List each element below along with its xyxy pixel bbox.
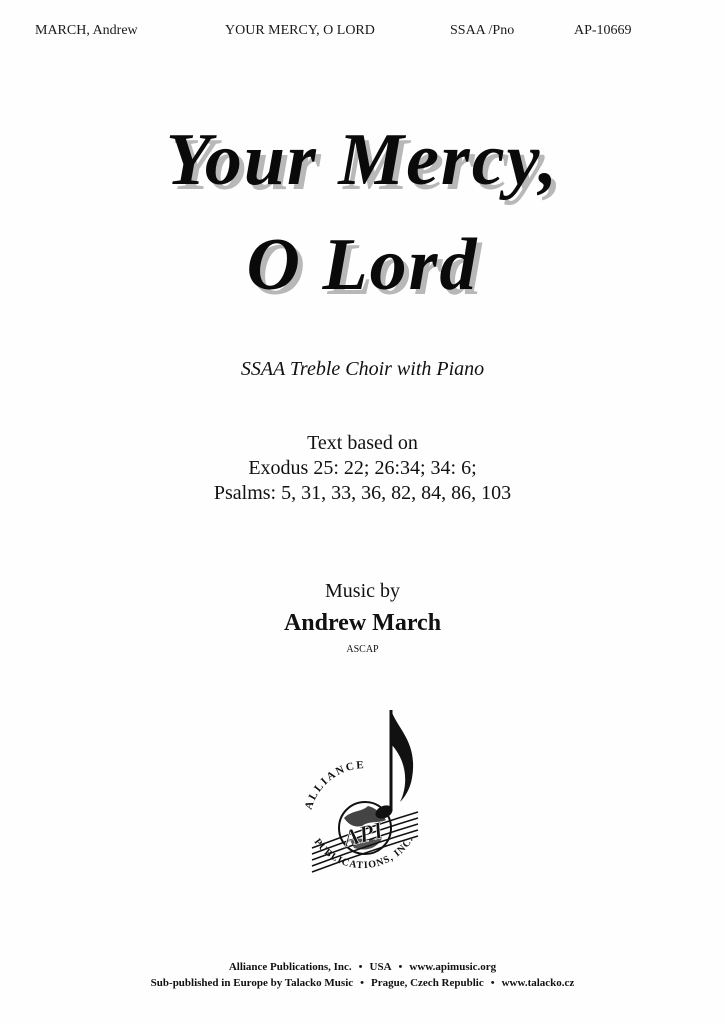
footer-separator: •	[358, 961, 363, 973]
logo-bottom-text: PUBLICATIONS, INC.	[311, 834, 417, 872]
footer-separator: •	[490, 977, 495, 989]
header-voicing: SSAA /Pno	[450, 23, 515, 38]
subtitle: SSAA Treble Choir with Piano	[240, 358, 485, 380]
logo-center-text: API	[340, 817, 386, 853]
footer-sub-website[interactable]: www.talacko.cz	[501, 977, 575, 989]
footer-sub-location: Prague, Czech Republic	[371, 977, 484, 989]
footer-sub-publisher: Sub-published in Europe by Talacko Music	[150, 977, 354, 989]
header-catalog-number: AP-10669	[574, 23, 632, 38]
footer-subpublisher-line	[0, 977, 725, 989]
page-title-line-2: O Lord	[246, 224, 479, 306]
header-composer: MARCH, Andrew	[35, 23, 138, 38]
footer-publisher-line	[0, 961, 725, 973]
footer-separator: •	[398, 961, 403, 973]
text-source-psalms: Psalms: 5, 31, 33, 36, 82, 84, 86, 103	[213, 482, 512, 504]
footer-country: USA	[369, 961, 392, 973]
footer-website[interactable]: www.apimusic.org	[409, 961, 497, 973]
composer-name: Andrew March	[283, 610, 442, 636]
header-title: YOUR MERCY, O LORD	[225, 23, 375, 38]
music-by-label: Music by	[325, 580, 400, 602]
page-title-line-1: Your Mercy,	[165, 119, 560, 201]
composer-affiliation: ASCAP	[346, 644, 379, 655]
footer-publisher: Alliance Publications, Inc.	[228, 961, 352, 973]
text-source-block	[0, 431, 725, 506]
footer-separator: •	[360, 977, 364, 989]
text-source-exodus: Exodus 25: 22; 26:34; 34: 6;	[248, 457, 477, 479]
music-note-globe-logo-icon	[290, 700, 440, 900]
header-bar	[0, 23, 725, 43]
logo-top-text: ALLIANCE	[302, 759, 366, 812]
text-source-intro: Text based on	[307, 432, 418, 454]
